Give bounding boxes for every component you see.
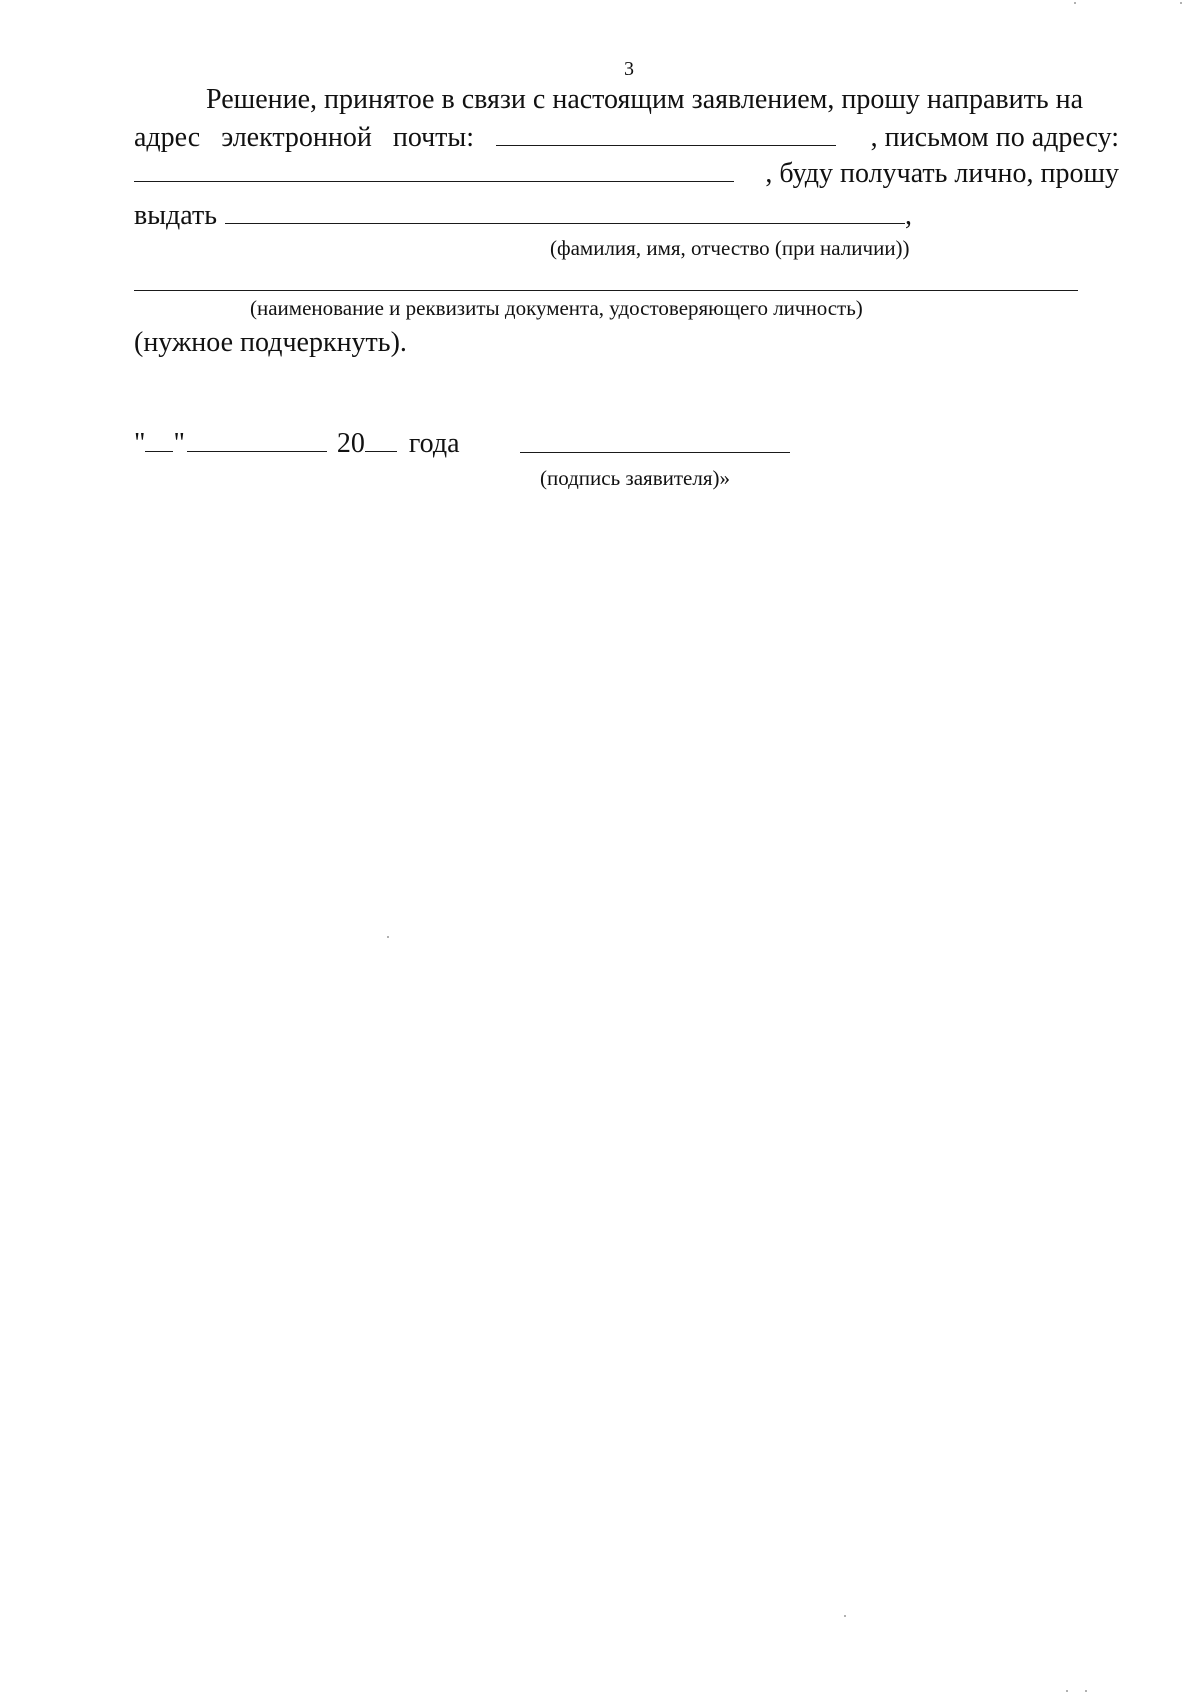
word-electronic: электронной	[221, 122, 372, 153]
identity-document-field[interactable]	[134, 290, 1078, 291]
caption-full-name: (фамилия, имя, отчество (при наличии))	[550, 236, 910, 260]
paragraph-line-4	[134, 200, 912, 232]
paragraph-line-1-text: Решение, принятое в связи с настоящим заявлением, прошу направить на	[206, 84, 1084, 115]
date-row	[134, 428, 460, 460]
scan-speck	[1066, 1690, 1068, 1692]
date-close-quote: "	[173, 428, 185, 459]
in-person-label: , буду получать лично, прошу	[765, 158, 1119, 189]
recipient-name-field[interactable]	[225, 201, 905, 224]
paragraph-line-2	[134, 122, 1119, 154]
paragraph-line-3	[134, 158, 1119, 190]
page-number: 3	[624, 58, 634, 80]
issue-label: выдать	[134, 200, 217, 231]
caption-signature: (подпись заявителя)»	[540, 466, 730, 490]
signature-field[interactable]	[520, 452, 790, 453]
scan-speck	[1180, 2, 1182, 4]
date-open-quote: "	[134, 428, 146, 459]
scan-speck	[1074, 2, 1076, 4]
year-prefix: 20	[336, 428, 365, 459]
mail-label: , письмом по адресу:	[870, 122, 1119, 153]
underline-note: (нужное подчеркнуть).	[134, 327, 407, 358]
word-mail: почты:	[392, 122, 474, 153]
year-label: года	[408, 428, 460, 459]
caption-identity-document: (наименование и реквизиты документа, удостоверяющего личность)	[250, 296, 863, 320]
scan-speck	[387, 936, 389, 938]
email-label	[134, 122, 474, 154]
scan-speck	[844, 1615, 846, 1617]
paragraph-line-1	[134, 84, 1119, 116]
word-address: адрес	[134, 122, 201, 153]
postal-address-field[interactable]	[134, 159, 734, 182]
day-field[interactable]	[145, 429, 173, 452]
email-field[interactable]	[496, 123, 836, 146]
scan-speck	[1085, 1690, 1087, 1692]
line4-comma: ,	[905, 200, 912, 231]
month-field[interactable]	[187, 429, 327, 452]
year-field[interactable]	[365, 429, 397, 452]
